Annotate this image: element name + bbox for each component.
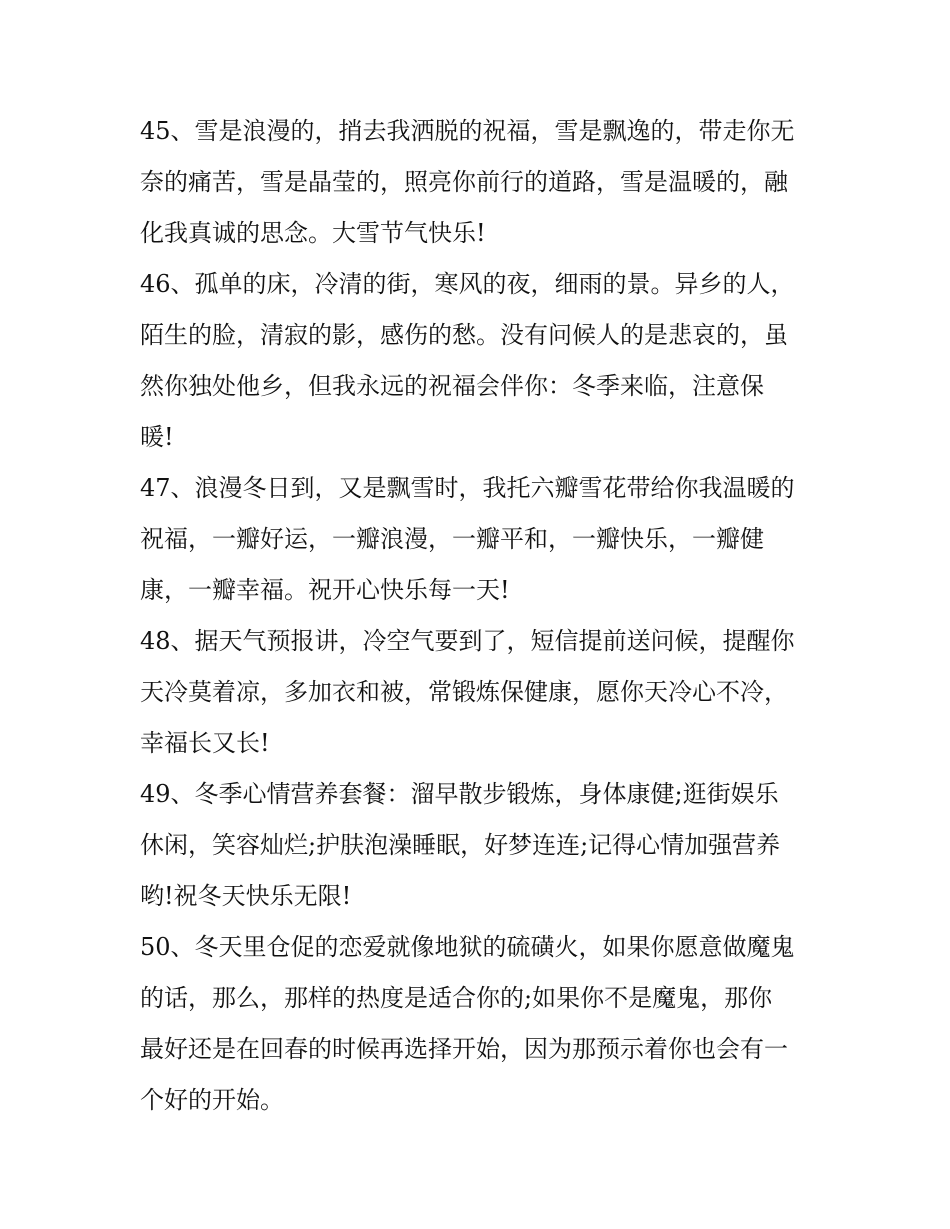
text-line: 48、据天气预报讲，冷空气要到了，短信提前送问候，提醒你 (140, 627, 795, 655)
paragraph-45 (140, 106, 812, 259)
text-line: 陌生的脸，清寂的影，感伤的愁。没有问候人的是悲哀的，虽 (140, 321, 788, 349)
text-line: 康，一瓣幸福。祝开心快乐每一天! (140, 576, 510, 604)
text-line: 然你独处他乡，但我永远的祝福会伴你：冬季来临，注意保 (140, 372, 764, 400)
text-line: 的话，那么，那样的热度是适合你的;如果你不是魔鬼，那你 (140, 984, 773, 1012)
text-line: 祝福，一瓣好运，一瓣浪漫，一瓣平和，一瓣快乐，一瓣健 (140, 525, 764, 553)
text-line: 化我真诚的思念。大雪节气快乐! (140, 219, 486, 247)
text-line: 天冷莫着凉，多加衣和被，常锻炼保健康，愿你天冷心不冷， (140, 678, 788, 706)
text-line: 47、浪漫冬日到，又是飘雪时，我托六瓣雪花带给你我温暖的 (140, 474, 795, 502)
text-line: 幸福长又长! (140, 729, 270, 757)
document-body (140, 106, 812, 1126)
paragraph-49 (140, 769, 812, 922)
paragraph-50 (140, 922, 812, 1126)
text-line: 46、孤单的床，冷清的街，寒风的夜，细雨的景。异乡的人， (140, 270, 795, 298)
text-line: 暖! (140, 423, 174, 451)
paragraph-47 (140, 463, 812, 616)
text-line: 休闲，笑容灿烂;护肤泡澡睡眠，好梦连连;记得心情加强营养 (140, 831, 781, 859)
text-line: 个好的开始。 (140, 1086, 284, 1114)
text-line: 奈的痛苦，雪是晶莹的，照亮你前行的道路，雪是温暖的，融 (140, 168, 788, 196)
text-line: 哟!祝冬天快乐无限! (140, 882, 352, 910)
paragraph-46 (140, 259, 812, 463)
text-line: 49、冬季心情营养套餐：溜早散步锻炼，身体康健;逛街娱乐 (140, 780, 779, 808)
paragraph-48 (140, 616, 812, 769)
text-line: 最好还是在回春的时候再选择开始，因为那预示着你也会有一 (140, 1035, 788, 1063)
text-line: 50、冬天里仓促的恋爱就像地狱的硫磺火，如果你愿意做魔鬼 (140, 933, 795, 961)
text-line: 45、雪是浪漫的，捎去我洒脱的祝福，雪是飘逸的，带走你无 (140, 117, 795, 145)
